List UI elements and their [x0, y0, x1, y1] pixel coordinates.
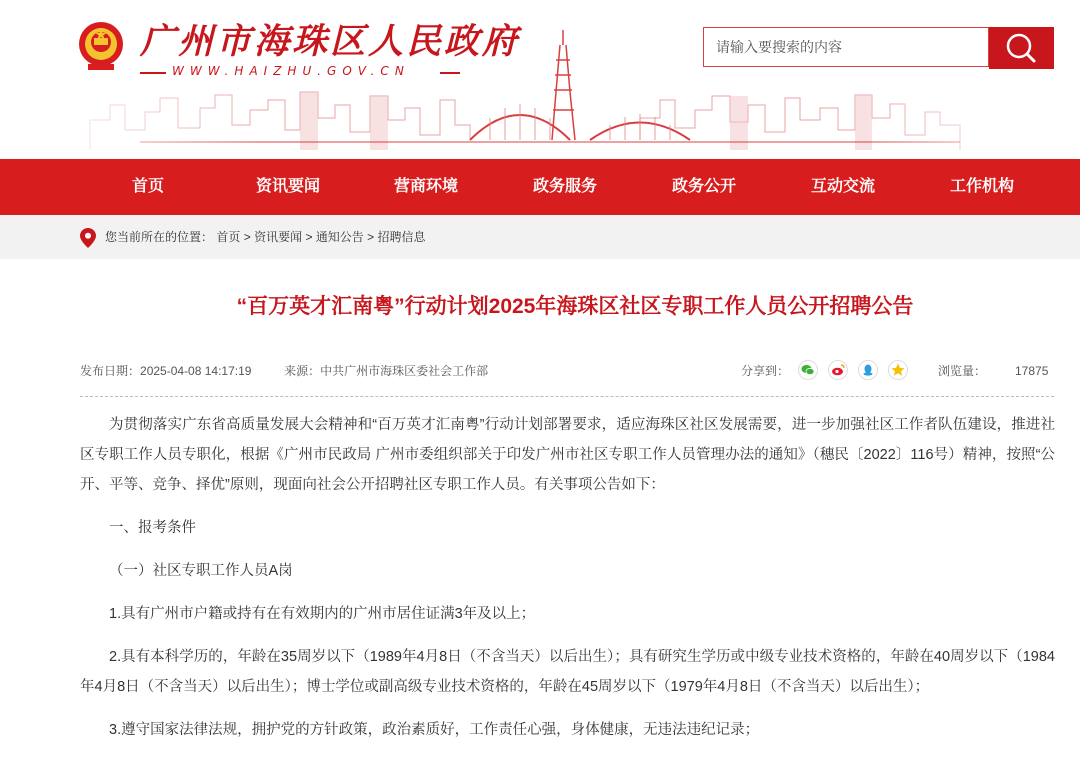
article-meta — [80, 360, 488, 382]
article-body — [80, 410, 1055, 758]
nav-item-interaction[interactable]: 互动交流 — [810, 178, 875, 195]
share-label: 分享到： — [741, 364, 790, 378]
site-header — [0, 0, 1080, 159]
search-box — [703, 27, 989, 67]
article-paragraph: 2.具有本科学历的，年龄在35周岁以下（1989年4月8日（不含当天）以后出生）；具有研究生学历或中级专业技术资格的，年龄在40周岁以下（1984年4月8日（不含当天）以后出生）；博士学位或副高级专业技术资格的，年龄在45周岁以下（1979年4月8日（不含当天）以后出生）； — [80, 649, 1055, 695]
qq-icon[interactable] — [858, 360, 878, 380]
breadcrumb-link-notices[interactable]: 通知公告 — [315, 230, 364, 244]
wechat-icon[interactable] — [798, 360, 818, 380]
article-paragraph: 1.具有广州市户籍或持有在有效期内的广州市居住证满3年及以上； — [109, 606, 536, 622]
breadcrumb-link-recruitment[interactable]: 招聘信息 — [377, 230, 426, 244]
breadcrumb-separator: > — [243, 230, 251, 244]
breadcrumb-separator: > — [305, 230, 313, 244]
qzone-icon[interactable] — [888, 360, 908, 380]
article-paragraph: 3.遵守国家法律法规，拥护党的方针政策，政治素质好，工作责任心强，身体健康，无违法违纪记录； — [109, 722, 760, 738]
weibo-icon[interactable] — [828, 360, 848, 380]
breadcrumb-separator: > — [367, 230, 375, 244]
breadcrumb-link-news[interactable]: 资讯要闻 — [254, 230, 303, 244]
url-decoration-line — [140, 72, 166, 74]
meta-divider — [80, 396, 1054, 397]
breadcrumb-trail — [105, 215, 426, 259]
article-title: “百万英才汇南粤”行动计划2025年海珠区社区专职工作人员公开招聘公告 — [236, 295, 914, 318]
source: 中共广州市海珠区委社会工作部 — [320, 364, 489, 378]
url-decoration-line — [440, 72, 460, 74]
main-nav — [0, 159, 1080, 215]
source-label: 来源： — [284, 364, 321, 378]
site-title: 广州市海珠区人民政府 — [140, 21, 521, 62]
national-emblem-icon — [76, 20, 126, 72]
nav-item-agencies[interactable]: 工作机构 — [949, 178, 1014, 195]
article-paragraph: 为贯彻落实广东省高质量发展大会精神和“百万英才汇南粤”行动计划部署要求，适应海珠区社区发展需要，进一步加强社区工作者队伍建设，推进社区专职工作人员专职化，根据《广州市民政局 广州市委组织部关于印发广州市社区专职工作人员管理办法的通知》（穗民〔2022〕116号）精神，按照“公开、平等、竞争、择优”原则，现面向社会公开招聘社区专职工作人员。有关事项公告如下： — [80, 417, 1055, 493]
search-icon — [989, 27, 1054, 69]
views-label: 浏览量： — [938, 364, 987, 378]
nav-item-news[interactable]: 资讯要闻 — [255, 178, 320, 195]
breadcrumb — [0, 215, 1080, 259]
site-url-text: WWW.HAIZHU.GOV.CN — [172, 64, 410, 78]
views-count: 17875 — [1015, 364, 1049, 378]
publish-date: 2025-04-08 14:17:19 — [140, 364, 252, 378]
breadcrumb-prefix: 您当前所在的位置： — [105, 230, 214, 244]
nav-item-business-environment[interactable]: 营商环境 — [393, 178, 458, 195]
nav-item-government-services[interactable]: 政务服务 — [532, 178, 597, 195]
article-paragraph: 一、报考条件 — [109, 520, 196, 536]
breadcrumb-link-home[interactable]: 首页 — [216, 230, 241, 244]
location-pin-icon — [80, 228, 96, 248]
nav-item-government-disclosure[interactable]: 政务公开 — [671, 178, 736, 195]
nav-item-home[interactable]: 首页 — [131, 178, 164, 195]
search-input[interactable] — [704, 28, 988, 66]
publish-date-label: 发布日期： — [80, 364, 141, 378]
search-button[interactable] — [989, 27, 1054, 69]
site-url — [172, 64, 410, 78]
article-paragraph: （一）社区专职工作人员A岗 — [109, 563, 293, 579]
